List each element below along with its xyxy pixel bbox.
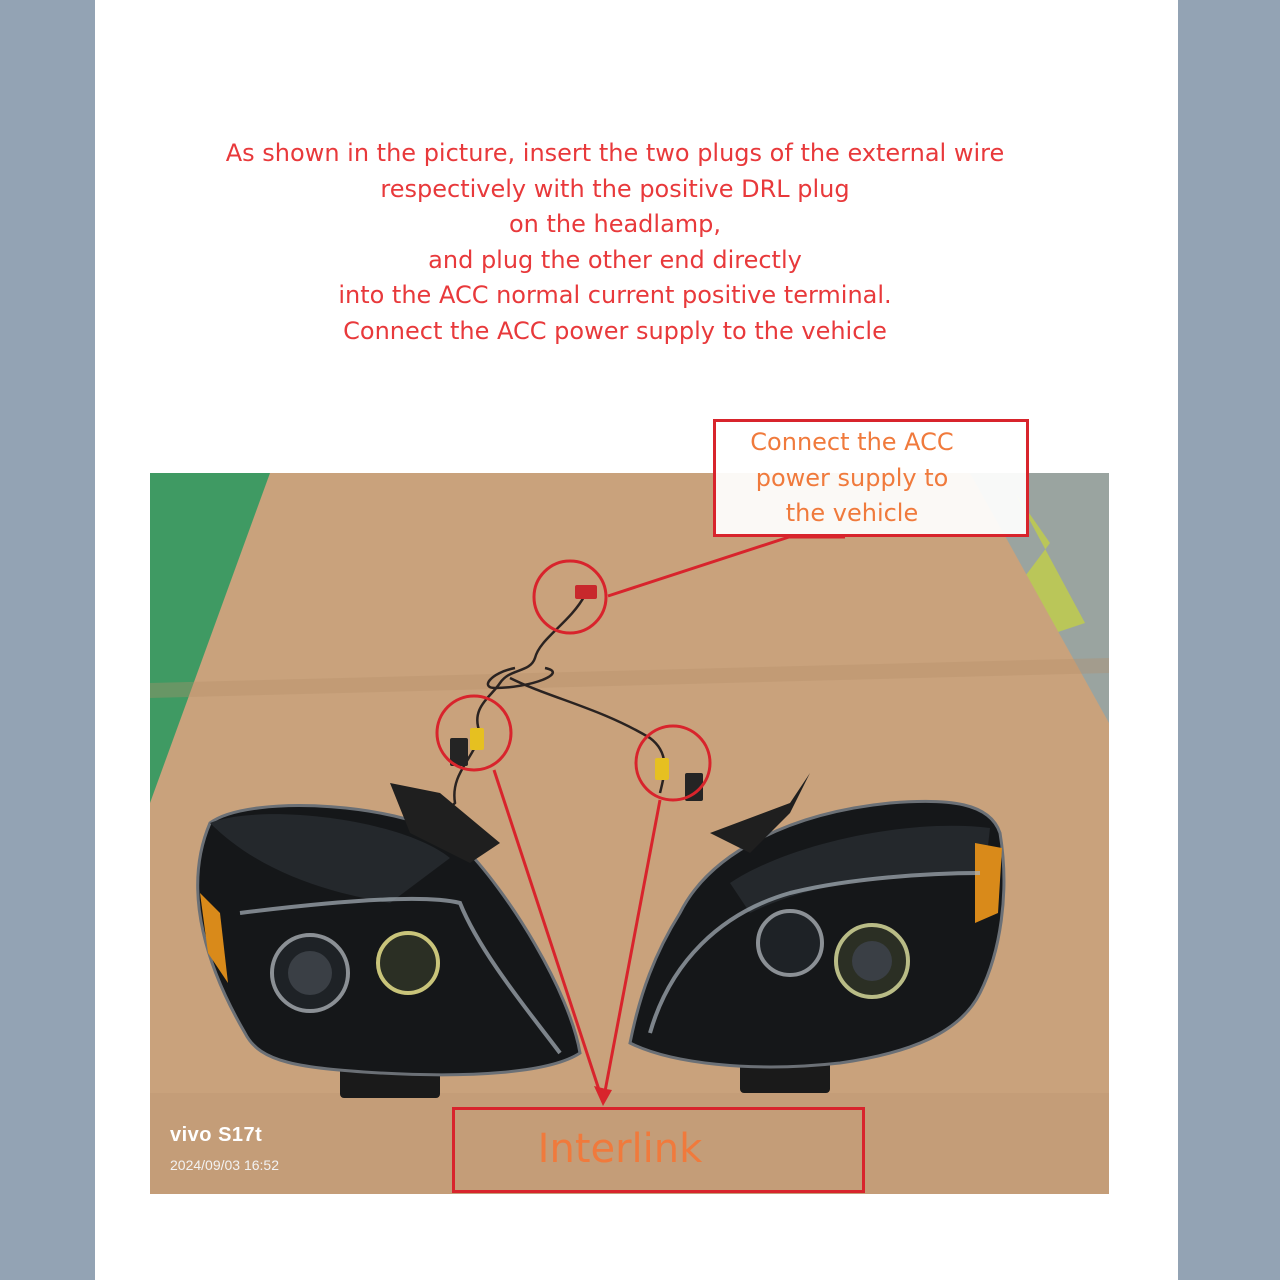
photo-datetime-stamp: 2024/09/03 16:52 — [170, 1157, 279, 1173]
acc-callout-box — [713, 419, 1029, 537]
acc-pointer-line — [608, 537, 845, 596]
acc-callout-line: Connect the ACC — [750, 428, 954, 456]
instruction-line: into the ACC normal current positive terminal. — [338, 281, 892, 310]
acc-callout-text — [716, 425, 988, 532]
right-arrow-line — [603, 800, 660, 1102]
instruction-line: on the headlamp, — [508, 210, 722, 239]
acc-callout-line: the vehicle — [785, 499, 919, 527]
right-plug-circle — [636, 726, 710, 800]
acc-callout-line: power supply to — [755, 463, 949, 492]
instruction-line: Connect the ACC power supply to the vehicle — [343, 316, 887, 345]
instruction-line: As shown in the picture, insert the two plugs of the external wire — [225, 139, 1005, 167]
instruction-line: and plug the other end directly — [428, 245, 802, 274]
camera-model-stamp: vivo S17t — [170, 1124, 263, 1146]
interlink-callout-box — [452, 1107, 865, 1193]
left-plug-circle — [437, 696, 511, 770]
acc-plug-circle — [534, 561, 606, 633]
instruction-line: respectively with the positive DRL plug — [380, 174, 850, 203]
interlink-callout-text: Interlink — [537, 1126, 703, 1172]
left-arrow-line — [494, 770, 603, 1102]
annotation-shapes — [437, 537, 845, 1102]
